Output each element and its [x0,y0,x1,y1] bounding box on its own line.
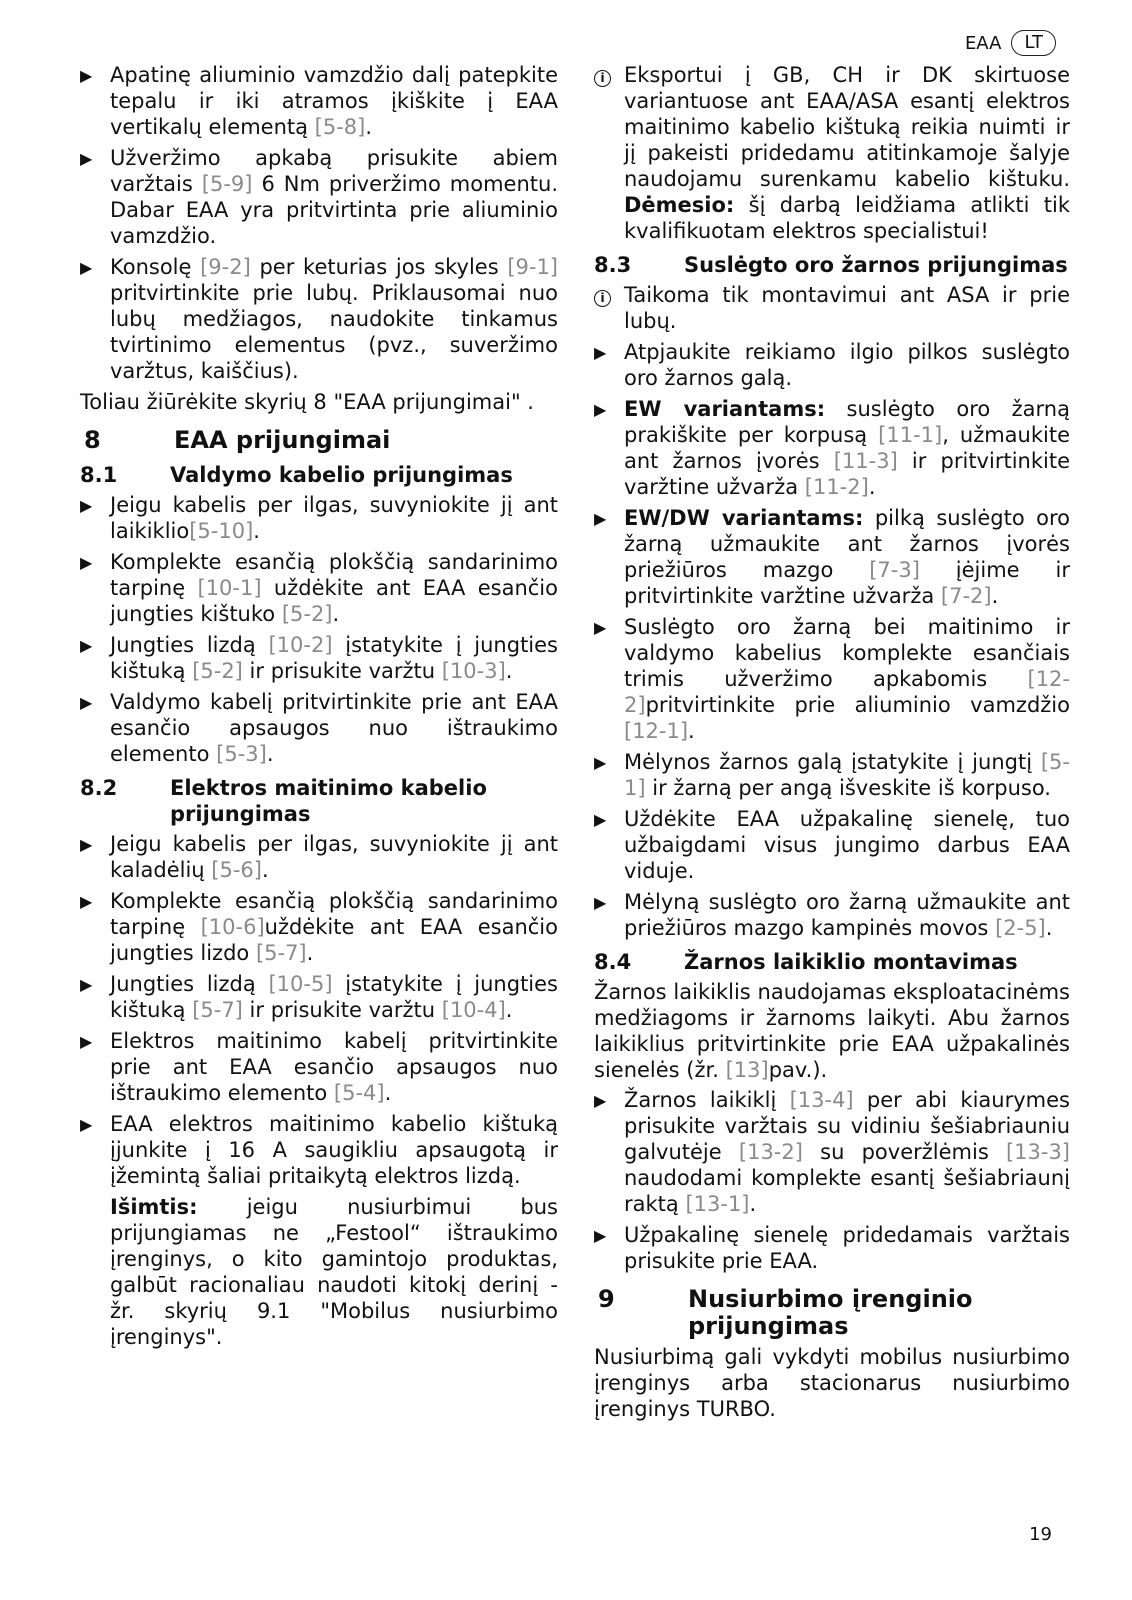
figure-reference: [5-4] [333,1081,385,1105]
figure-reference: [2-5] [995,916,1046,940]
subsection-title: Žarnos laikiklio montavimas [684,950,1018,974]
list-item: ▶ Jeigu kabelis per ilgas, suvyniokite jį ant kaladėlių [5-6]. [80,832,558,882]
section-heading [80,427,558,454]
figure-reference: [10-6] [200,915,265,939]
figure-reference: [5-7] [255,941,307,965]
list-item: ▶ Uždėkite EAA užpakalinę sienelę, tuo užbaigdami visus jungimo darbus EAA viduje. [594,807,1070,883]
subsection-number: 8.3 [594,253,632,277]
arrow-bullet-icon: ▶ [80,496,93,515]
figure-reference: [13] [725,1058,769,1082]
list-item: ▶ EAA elektros maitinimo kabelio kištuką įjunkite į 16 A saugikliu apsaugotą ir įžemintą šaliai pritaikytą elektros lizdą. [80,1112,558,1188]
arrow-bullet-icon: ▶ [80,636,93,655]
section-number: 8 [84,426,101,454]
arrow-bullet-icon: ▶ [594,1226,607,1245]
list-item: ▶ Mėlyną suslėgto oro žarną užmaukite ant priežiūros mazgo kampinės movos [2-5]. [594,890,1070,940]
arrow-bullet-icon: ▶ [80,1032,93,1051]
list-item: ▶ EW/DW variantams: pilką suslėgto oro žarną užmaukite ant žarnos įvorės priežiūros mazgo [7-3] įėjime ir pritvirtinkite varžtine užvarža [7-2]. [594,506,1071,608]
section-number: 9 [598,1285,615,1313]
list-item: ▶ Jungties lizdą [10-5] įstatykite į jungties kištuką [5-7] ir prisukite varžtu [10-4]. [80,972,558,1022]
figure-reference: [5-2] [281,602,333,626]
subsection-heading [594,252,1070,278]
left-column [80,62,558,1355]
page-header [965,30,1056,56]
figure-reference: [9-2] [200,255,251,279]
subsection-heading [80,462,558,488]
subsection-title: Valdymo kabelio prijungimas [170,463,513,487]
figure-reference: [10-3] [441,659,506,683]
doc-code: EAA [964,32,1002,54]
arrow-bullet-icon: ▶ [594,1091,607,1110]
section-title: Nusiurbimo įrenginio prijungimas [688,1285,973,1340]
figure-reference: [12-2] [624,667,1070,717]
figure-reference: [13-2] [738,1140,803,1164]
figure-reference: [11-3] [833,449,898,473]
list-item: ▶ Valdymo kabelį pritvirtinkite prie ant EAA esančio apsaugos nuo ištraukimo elemento [5-3]. [80,690,558,766]
figure-reference: [5-1] [624,750,1070,800]
info-icon: i [594,290,611,307]
right-column [594,62,1070,1426]
exception-label: Išimtis: [110,1195,198,1219]
subsection-number: 8.4 [594,950,632,974]
figure-reference: [13-4] [789,1088,854,1112]
figure-reference: [5-9] [201,172,253,196]
arrow-bullet-icon: ▶ [80,1115,93,1134]
figure-reference: [5-8] [314,115,366,139]
list-item: ▶ Žarnos laikiklį [13-4] per abi kiaurymes prisukite varžtais su vidiniu šešiabriauniu galvutėje [13-2] su poveržlėmis [13-3] naudodami komplekte esantį šešiabriaunį raktą [13-1]. [594,1088,1070,1216]
subsection-number: 8.2 [80,776,118,800]
list-item: ▶ Suslėgto oro žarną bei maitinimo ir valdymo kabelius komplekte esančiais trimis užveržimo apkabomis [12-2]pritvirtinkite prie aliuminio vamzdžio [12-1]. [594,615,1070,743]
section-title: EAA prijungimai [174,426,391,454]
arrow-bullet-icon: ▶ [80,553,93,572]
list-item: ▶ Jeigu kabelis per ilgas, suvyniokite jį ant laikiklio[5-10]. [80,493,558,543]
arrow-bullet-icon: ▶ [80,258,93,277]
subsection-heading [80,775,558,827]
figure-reference: [13-3] [1005,1140,1070,1164]
figure-reference: [5-3] [216,742,267,766]
figure-reference: [10-4] [441,998,506,1022]
figure-reference: [9-1] [507,255,558,279]
list-item: ▶ Komplekte esančią plokščią sandarinimo tarpinę [10-1] uždėkite ant EAA esančio jungties kištuko [5-2]. [80,550,558,626]
list-item: ▶ Užpakalinę sienelę pridedamais varžtais prisukite prie EAA. [594,1223,1070,1273]
arrow-bullet-icon: ▶ [80,149,93,168]
subsection-number: 8.1 [80,463,118,487]
figure-reference: [10-2] [268,633,333,657]
list-item: ▶ Apatinę aliuminio vamzdžio dalį patepkite tepalu ir iki atramos įkiškite į EAA vertikalų elementą [5-8]. [80,63,558,139]
arrow-bullet-icon: ▶ [594,753,607,772]
arrow-bullet-icon: ▶ [80,975,93,994]
exception-note: Išimtis: jeigu nusiurbimui bus prijungiamas ne „Festool“ ištraukimo įrenginys, o kito gamintojo produktas, galbūt racionaliau naudoti kitokį derinį - žr. skyrių 9.1 "Mobilus nusiurbimo įrenginys". [110,1195,558,1349]
paragraph: Toliau žiūrėkite skyrių 8 "EAA prijungimai" . [80,390,534,414]
arrow-bullet-icon: ▶ [80,693,93,712]
figure-reference: [7-3] [869,558,920,582]
list-item: ▶ EW variantams: suslėgto oro žarną prakiškite per korpusą [11-1], užmaukite ant žarnos įvorės [11-3] ir pritvirtinkite varžtine užvarža [11-2]. [594,397,1070,499]
figure-reference: [10-5] [268,972,333,996]
list-item: ▶ Elektros maitinimo kabelį pritvirtinkite prie ant EAA esančio apsaugos nuo ištraukimo elemento [5-4]. [80,1029,558,1105]
list-item: ▶ Užveržimo apkabą prisukite abiem varžtais [5-9] 6 Nm priveržimo momentu. Dabar EAA yra pritvirtinta prie aliuminio vamzdžio. [80,146,558,248]
figure-reference: [5-6] [211,858,262,882]
page-number: 19 [1029,1524,1052,1545]
arrow-bullet-icon: ▶ [80,66,93,85]
figure-reference: [5-10] [189,519,254,543]
list-item: ▶ Atpjaukite reikiamo ilgio pilkos suslėgto oro žarnos galą. [594,340,1070,390]
arrow-bullet-icon: ▶ [594,343,607,362]
paragraph: Žarnos laikiklis naudojamas eksploatacinėms medžiagoms ir žarnoms laikyti. Abu žarnos laikiklius pritvirtinkite prie EAA užpakalinės sienelės (žr. [13]pav.). [594,980,1070,1082]
arrow-bullet-icon: ▶ [594,618,607,637]
list-item: ▶ Jungties lizdą [10-2] įstatykite į jungties kištuką [5-2] ir prisukite varžtu [10-3]. [80,633,558,683]
warning-label: Dėmesio: [624,193,735,217]
subsection-heading [594,949,1070,975]
figure-reference: [11-2] [804,475,869,499]
arrow-bullet-icon: ▶ [594,509,607,528]
figure-reference: [13-1] [685,1192,750,1216]
list-item: ▶ Mėlynos žarnos galą įstatykite į jungtį [5-1] ir žarną per angą išveskite iš korpuso. [594,750,1070,800]
list-item: ▶ Komplekte esančią plokščią sandarinimo tarpinę [10-6]uždėkite ant EAA esančio jungties lizdo [5-7]. [80,889,558,965]
figure-reference: [7-2] [940,584,992,608]
figure-reference: [11-1] [878,423,943,447]
arrow-bullet-icon: ▶ [80,892,93,911]
figure-reference: [5-7] [192,998,243,1022]
subsection-title: Elektros maitinimo kabelio prijungimas [170,776,487,826]
list-item: ▶ Konsolę [9-2] per keturias jos skyles [9-1] pritvirtinkite prie lubų. Priklausomai nuo lubų medžiagos, naudokite tinkamus tvirtinimo elementus (pvz., suveržimo varžtus, kaiščius). [80,255,558,383]
figure-reference: [12-1] [624,719,689,743]
info-note: i Eksportui į GB, CH ir DK skirtuose variantuose ant EAA/ASA esantį elektros maitinimo kabelio kištuką reikia nuimti ir jį pakeisti pridedamu atitinkamoje šalyje naudojamu surenkamu kabelio kištuku. Dėmesio: šį darbą leidžiama atlikti tik kvalifikuotam elektros specialistui! [594,62,1070,244]
arrow-bullet-icon: ▶ [594,400,607,419]
arrow-bullet-icon: ▶ [594,893,607,912]
info-note: i Taikoma tik montavimui ant ASA ir prie lubų. [594,282,1070,334]
arrow-bullet-icon: ▶ [594,810,607,829]
section-heading [594,1286,1070,1340]
arrow-bullet-icon: ▶ [80,835,93,854]
figure-reference: [10-1] [197,576,262,600]
subsection-title: Suslėgto oro žarnos prijungimas [684,253,1068,277]
language-badge: LT [1011,30,1056,56]
figure-reference: [5-2] [192,659,243,683]
paragraph: Nusiurbimą gali vykdyti mobilus nusiurbimo įrenginys arba stacionarus nusiurbimo įrenginys TURBO. [594,1345,1070,1421]
info-icon: i [594,70,611,87]
